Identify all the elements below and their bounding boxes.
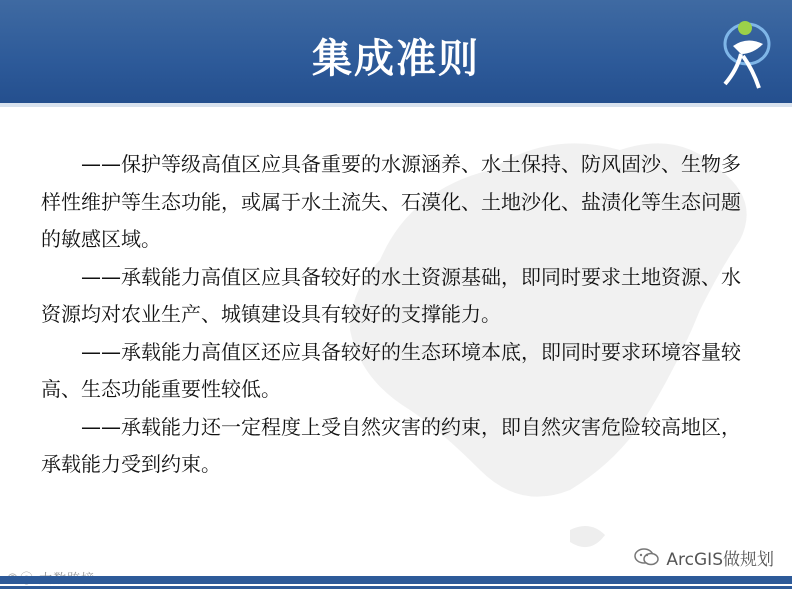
footer-bar-thin xyxy=(0,586,792,589)
wechat-watermark xyxy=(634,545,774,569)
guideline-paragraph: ——承载能力高值区还应具备较好的生态环境本底，即同时要求环境容量较高、生态功能重要性较低。 xyxy=(41,339,741,401)
guideline-text xyxy=(41,146,753,484)
guideline-paragraph: ——保护等级高值区应具备重要的水源涵养、水土保持、防风固沙、生物多样性维护等生态功能，或属于水土流失、石漠化、土地沙化、盐渍化等生态问题的敏感区域。 xyxy=(41,152,741,251)
guideline-paragraph: ——承载能力高值区应具备较好的水土资源基础，即同时要求土地资源、水资源均对农业生产、城镇建设具有较好的支撑能力。 xyxy=(41,264,741,326)
watermark-label: ArcGIS做规划 xyxy=(666,549,774,570)
guideline-paragraph: ——承载能力还一定程度上受自然灾害的约束，即自然灾害危险较高地区，承载能力受到约束。 xyxy=(41,414,741,476)
wechat-icon xyxy=(634,547,660,567)
logo-icon xyxy=(713,14,777,92)
banner-divider xyxy=(0,103,792,107)
footer-bar xyxy=(0,576,792,584)
slide-title: 集成准则 xyxy=(312,36,480,82)
